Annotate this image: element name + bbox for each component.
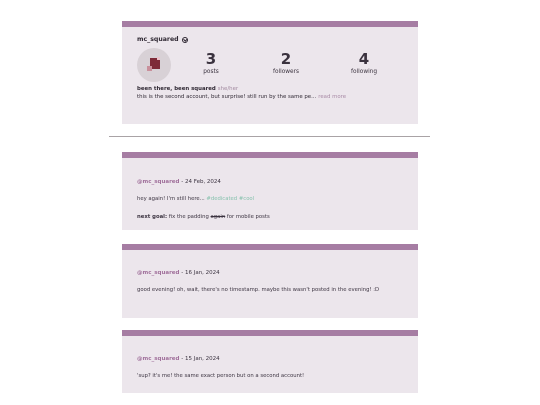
post-meta [137,269,403,277]
stat-followers-value: 2 [280,50,292,68]
post-separator: - [179,179,185,185]
avatar[interactable] [137,48,171,82]
post-card-body [122,158,418,231]
section-divider [109,136,430,137]
post-card [122,244,418,318]
stat-following-value: 4 [358,50,370,68]
profile-handle-row[interactable] [137,36,403,43]
stat-posts[interactable] [181,51,241,76]
profile-display-name-row [137,85,403,93]
post-date: 24 Feb, 2024 [184,179,221,185]
profile-pronouns: she/her [217,86,239,92]
profile-stats-row [137,48,403,82]
post-handle[interactable]: @mc_squared [137,356,180,362]
post-separator: - [179,356,185,362]
post-separator: - [179,270,185,276]
post-handle[interactable]: @mc_squared [137,270,180,276]
stat-following[interactable] [334,51,394,76]
post-tag[interactable]: #dedicated [206,196,238,202]
post-date: 16 Jan, 2024 [184,270,220,276]
avatar-square-tiny-icon [157,57,160,60]
profile-bio [137,93,403,101]
post-text: 'sup? it's me! the same exact person but on a second account! [137,373,305,379]
profile-display-name: been there, been squared [137,86,216,92]
post-text [137,195,403,204]
post-text-body: hey again! I'm still here... [137,196,207,202]
profile-handle[interactable]: mc_squared [137,36,179,43]
post-goal-text-a: fix the padding [167,213,211,220]
post-handle[interactable]: @mc_squared [137,179,180,185]
post-card-body [122,250,418,305]
post-text-goal [137,213,403,222]
stat-posts-label: posts [203,69,219,75]
post-text: good evening! oh, wait, there's no timestamp. maybe this wasn't posted in the evening! :D [137,287,380,293]
profile-card [122,21,418,124]
profile-card-body [122,27,418,111]
post-goal-strikethrough: again [210,213,226,220]
post-tag[interactable]: #cool [238,196,255,202]
post-goal-label: next goal: [137,213,168,220]
stat-followers[interactable] [256,51,316,76]
post-meta [137,178,403,186]
read-more-link[interactable]: read more [318,94,347,100]
chevron-down-icon[interactable] [182,37,188,43]
post-date: 15 Jan, 2024 [184,356,220,362]
avatar-square-small-icon [147,66,152,71]
post-card [122,152,418,230]
stat-following-label: following [350,69,378,75]
post-card [122,330,418,393]
post-meta [137,355,403,363]
stat-posts-value: 3 [205,50,217,68]
stat-followers-label: followers [272,69,300,75]
post-card-body [122,336,418,391]
profile-bio-text: this is the second account, but surprise! still run by the same pe... [137,94,317,100]
post-goal-text-b: for mobile posts [225,213,270,220]
